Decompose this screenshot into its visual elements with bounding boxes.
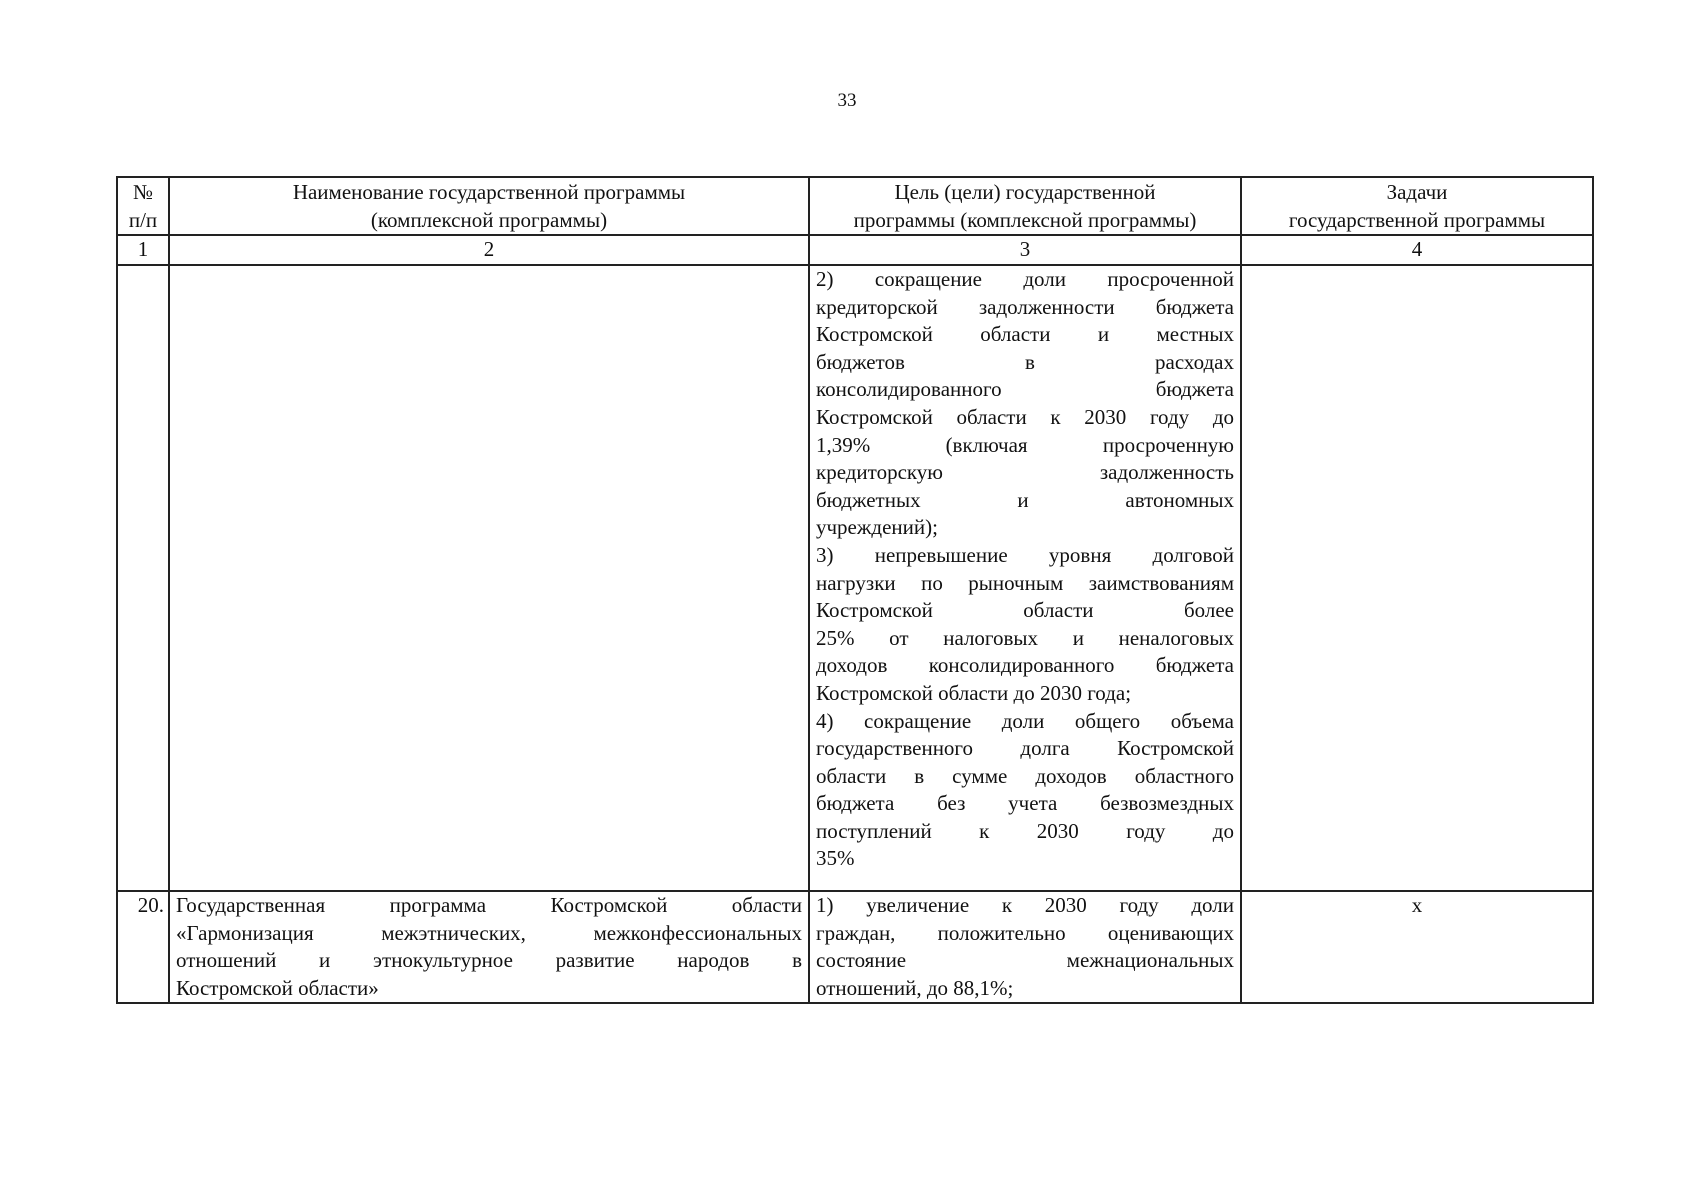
goal-line: 1) увеличение к 2030 году доли (816, 893, 1234, 917)
column-number: 3 (809, 235, 1241, 265)
goal-line: бюджетных и автономных (816, 487, 1234, 512)
goal-line: отношений, до 88,1%; (816, 975, 1014, 1000)
header-num: № п/п (117, 177, 169, 235)
page-number: 33 (837, 90, 857, 111)
table-header-row (117, 177, 1593, 235)
goal-line: 2) сокращение доли просроченной (816, 267, 1234, 291)
goal-line: Костромской области и местных (816, 322, 1234, 347)
column-number: 4 (1241, 235, 1593, 265)
programs-table (116, 176, 1594, 1004)
program-goal-cell (809, 891, 1241, 1003)
goal-line: нагрузки по рыночным заимствованиям (816, 570, 1234, 595)
goal-line: 3) непревышение уровня долговой (816, 542, 1234, 567)
goal-line: 4) сокращение доли общего объема (816, 708, 1234, 733)
table-row (117, 891, 1593, 1003)
goal-line: 25% от налоговых и неналоговых (816, 625, 1234, 650)
header-program-goal: Цель (цели) государственной программы (комплексной программы) (809, 177, 1241, 235)
goal-line: консолидированного бюджета (816, 377, 1234, 402)
column-number: 2 (169, 235, 809, 265)
program-tasks-cell: x (1241, 891, 1593, 1003)
row-num-cell (117, 265, 169, 891)
goal-line: Костромской области к 2030 году до (816, 404, 1234, 429)
column-number: 1 (117, 235, 169, 265)
name-line: Костромской области» (176, 975, 379, 1000)
name-line: отношений и этнокультурное развитие народов в (176, 948, 802, 973)
goal-line: бюджета без учета безвозмездных (816, 791, 1234, 816)
goal-line: доходов консолидированного бюджета (816, 653, 1234, 678)
goal-line: 35% (816, 846, 855, 871)
goal-line: кредиторской задолженности бюджета (816, 294, 1234, 319)
column-number-row (117, 235, 1593, 265)
program-goal-cell (809, 265, 1241, 891)
name-line: «Гармонизация межэтнических, межконфессиональных (176, 920, 802, 945)
goal-line: кредиторскую задолженность (816, 460, 1234, 485)
program-name-cell (169, 891, 809, 1003)
goal-line: государственного долга Костромской (816, 736, 1234, 761)
header-program-name: Наименование государственной программы (комплексной программы) (169, 177, 809, 235)
goal-line: Костромской области до 2030 года; (816, 680, 1132, 705)
goal-line: поступлений к 2030 году до (816, 818, 1234, 843)
goal-line: Костромской области более (816, 598, 1234, 623)
program-tasks-cell (1241, 265, 1593, 891)
goal-line: области в сумме доходов областного (816, 763, 1234, 788)
goal-line: 1,39% (включая просроченную (816, 432, 1234, 457)
goal-line: состояние межнациональных (816, 948, 1234, 973)
name-line: Государственная программа Костромской области (176, 893, 802, 917)
table-row (117, 265, 1593, 891)
program-name-cell (169, 265, 809, 891)
header-program-tasks: Задачи государственной программы (1241, 177, 1593, 235)
goal-line: граждан, положительно оценивающих (816, 920, 1234, 945)
goal-line: бюджетов в расходах (816, 349, 1234, 374)
row-num-cell: 20. (117, 891, 169, 1003)
goal-line: учреждений); (816, 515, 938, 540)
